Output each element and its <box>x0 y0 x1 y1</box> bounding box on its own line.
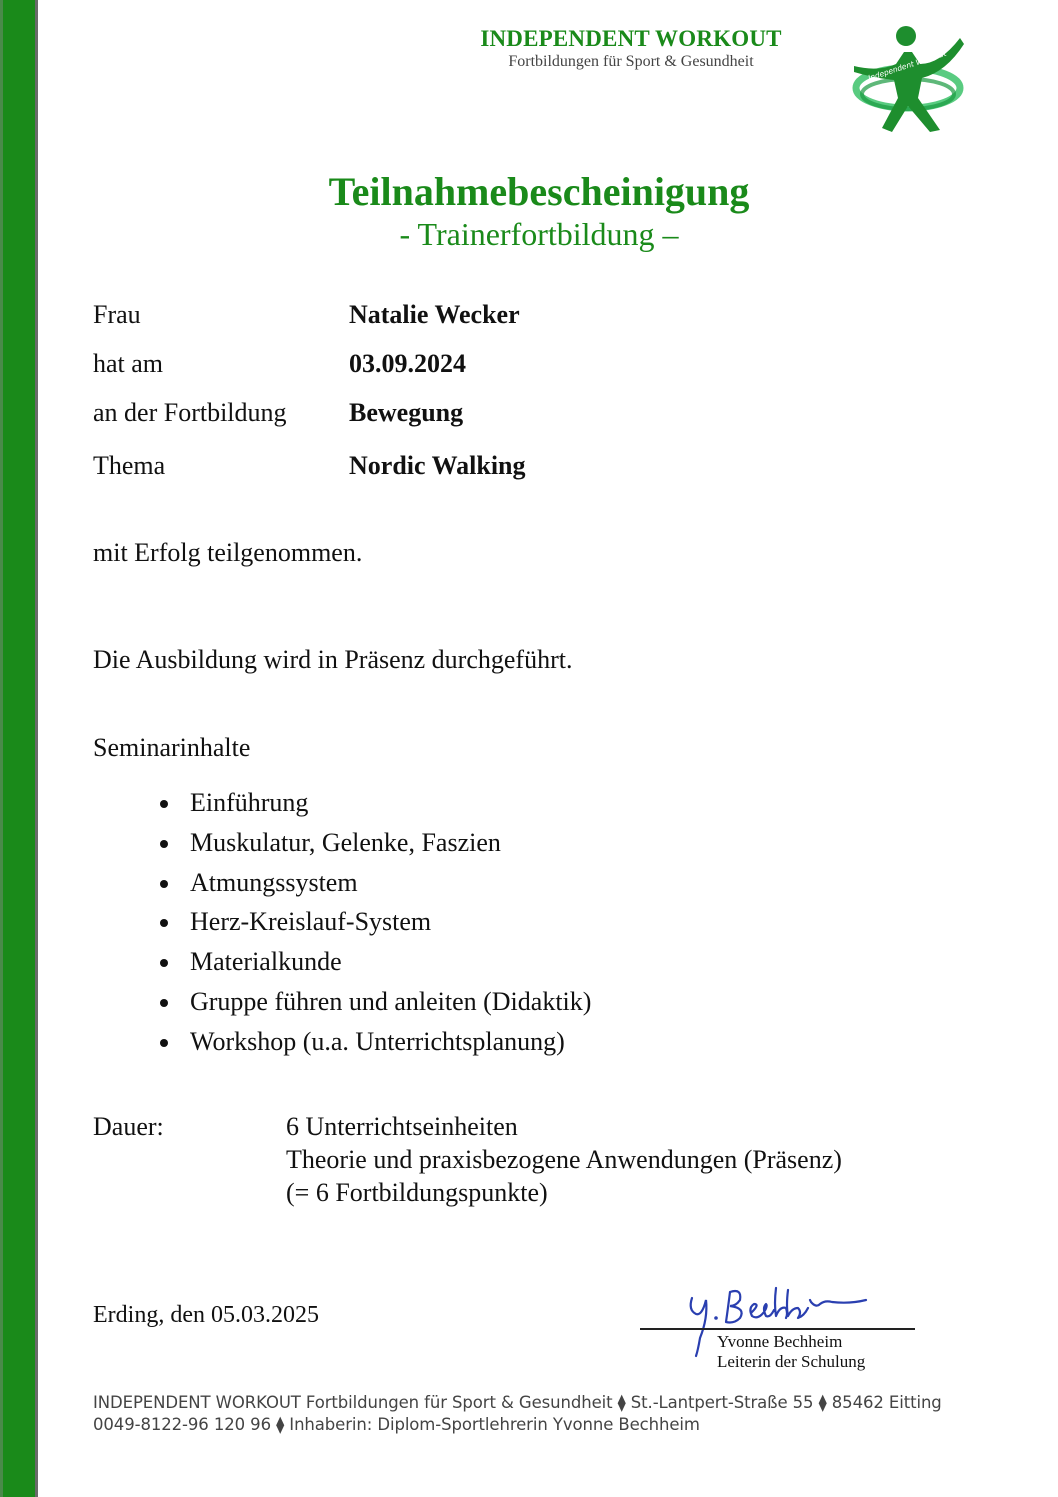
field-label-course: an der Fortbildung <box>93 398 287 427</box>
brand-logo <box>848 22 968 137</box>
bullet-icon <box>160 840 168 848</box>
bullet-icon <box>160 919 168 927</box>
signer-name: Yvonne Bechheim <box>717 1332 843 1351</box>
bullet-icon <box>160 999 168 1007</box>
list-item: Workshop (u.a. Unterrichtsplanung) <box>150 1025 591 1065</box>
field-value-name: Natalie Wecker <box>349 300 520 329</box>
signer-role: Leiterin der Schulung <box>717 1352 866 1371</box>
footer-line-1: INDEPENDENT WORKOUT Fortbildungen für Sport & Gesundheit ⧫ St.-Lantpert-Straße 55 ⧫ 85462 Eitting <box>93 1393 942 1412</box>
bullet-icon <box>160 880 168 888</box>
field-label-date: hat am <box>93 349 164 378</box>
topics-heading: Seminarinhalte <box>93 733 251 762</box>
logo-text: Independent Workout <box>867 48 948 83</box>
place-date: Erding, den 05.03.2025 <box>93 1302 319 1328</box>
duration-line: Theorie und praxisbezogene Anwendungen (Präsenz) <box>286 1145 842 1174</box>
list-item: Muskulatur, Gelenke, Faszien <box>150 826 591 866</box>
signature-line <box>640 1328 915 1330</box>
list-item: Gruppe führen und anleiten (Didaktik) <box>150 985 591 1025</box>
presence-statement: Die Ausbildung wird in Präsenz durchgeführt. <box>93 645 573 674</box>
bullet-icon <box>160 1039 168 1047</box>
field-value-date: 03.09.2024 <box>349 349 466 378</box>
field-label-topic: Thema <box>93 451 166 480</box>
page-subtitle: - Trainerfortbildung – <box>399 216 679 252</box>
duration-line: 6 Unterrichtseinheiten <box>286 1112 518 1141</box>
list-item: Herz-Kreislauf-System <box>150 905 591 945</box>
duration-line: (= 6 Fortbildungspunkte) <box>286 1178 548 1207</box>
signer-block <box>717 1332 865 1372</box>
brand-subtitle: Fortbildungen für Sport & Gesundheit <box>508 53 754 70</box>
footer <box>93 1392 942 1436</box>
list-item: Einführung <box>150 786 591 826</box>
brand-block <box>430 26 832 71</box>
field-label-salutation: Frau <box>93 300 141 329</box>
topics-list <box>150 786 591 1065</box>
field-value-topic: Nordic Walking <box>349 451 526 480</box>
list-item: Atmungssystem <box>150 866 591 906</box>
page-title: Teilnahmebescheinigung <box>328 169 750 214</box>
bullet-icon <box>160 959 168 967</box>
brand-name: INDEPENDENT WORKOUT <box>480 26 782 51</box>
success-statement: mit Erfolg teilgenommen. <box>93 538 363 567</box>
list-item: Materialkunde <box>150 945 591 985</box>
duration-details <box>286 1110 842 1209</box>
field-value-course: Bewegung <box>349 398 464 427</box>
footer-line-2: 0049-8122-96 120 96 ⧫ Inhaberin: Diplom-Sportlehrerin Yvonne Bechheim <box>93 1415 700 1434</box>
bullet-icon <box>160 800 168 808</box>
duration-label: Dauer: <box>93 1112 164 1141</box>
